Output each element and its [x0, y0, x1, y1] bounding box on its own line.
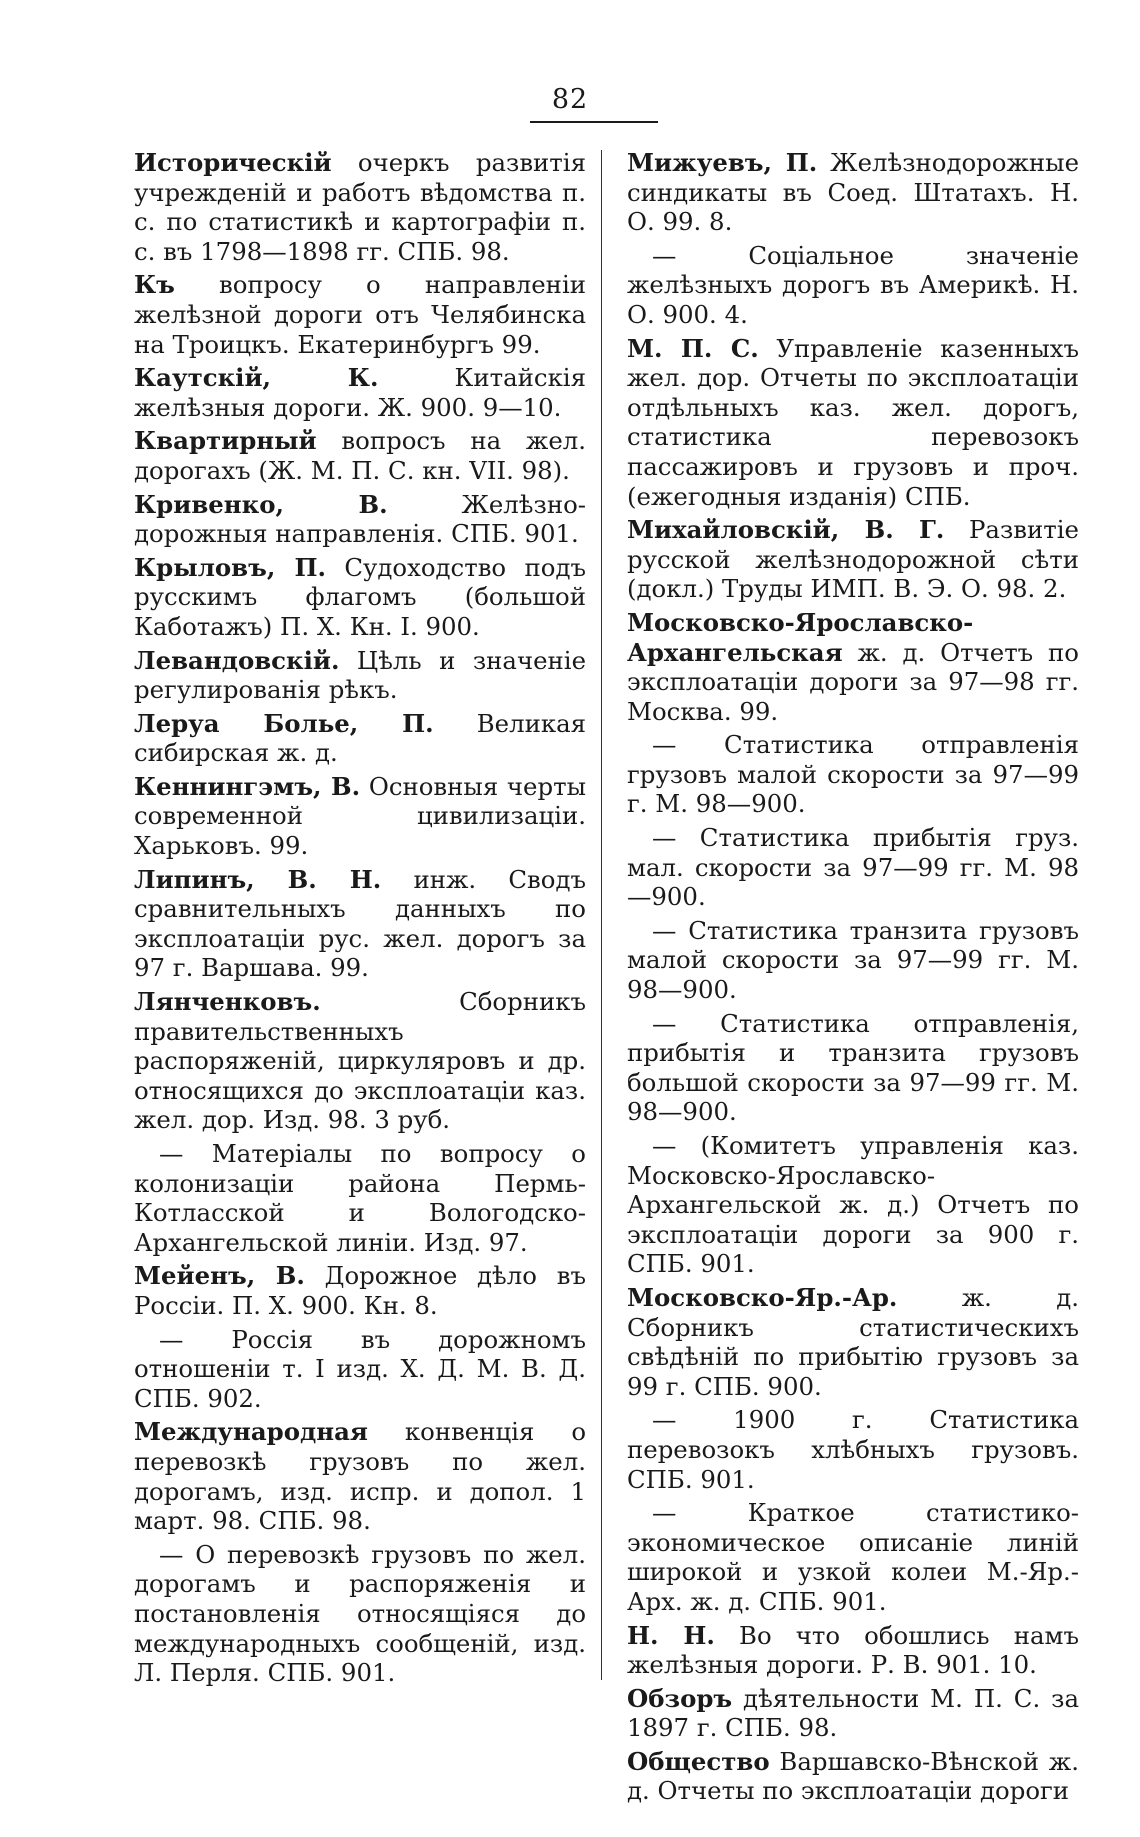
entry-text: — О перевозкѣ грузовъ по жел. дорогамъ и распоряженія и постановленія относящіяся до международныхъ сообщеній, изд. Л. Перля. СПБ. 901.	[134, 1539, 586, 1688]
entry-heading: Кривенко, В.	[134, 489, 388, 519]
bibliography-entry	[627, 515, 1079, 604]
bibliography-entry	[134, 363, 586, 422]
entry-text: Во что обошлись намъ желѣзныя дороги. Р. В. 901. 10.	[627, 1620, 1079, 1680]
entry-heading: Московско-Яр.-Ар.	[627, 1282, 898, 1312]
entry-text: очеркъ развитія учрежденій и работъ вѣдомства п. с. по статистикѣ и картографіи п. с. въ 1798—1898 гг. СПБ. 98.	[134, 148, 586, 266]
bibliography-entry	[134, 646, 586, 705]
entry-text: вопросу о направленіи желѣзной дороги отъ Челябинска на Троицкъ. Екатеринбургъ 99.	[134, 270, 586, 359]
entry-text: — Краткое статистико-экономическое описаніе линій широкой и узкой колеи М.-Яр.-Арх. ж. д. СПБ. 901.	[627, 1498, 1079, 1616]
bibliography-entry	[134, 987, 586, 1135]
entry-text: Дорожное дѣло въ Россіи. П. Х. 900. Кн. 8.	[134, 1261, 586, 1320]
entry-heading: Крыловъ, П.	[134, 552, 326, 582]
bibliography-entry	[627, 1131, 1079, 1279]
bibliography-entry	[134, 1417, 586, 1535]
entry-text: Судоходство подъ русскимъ флагомъ (большой Каботажъ) П. Х. Кн. I. 900.	[134, 552, 586, 641]
bibliography-entry	[134, 490, 586, 549]
entry-text: Цѣль и значеніе регулированія рѣкъ.	[134, 645, 586, 705]
entry-text: Развитіе русской желѣзнодорожной сѣти (докл.) Труды ИМП. В. Э. О. 98. 2.	[627, 515, 1079, 604]
entry-text: Желѣзно-дорожныя направленія. СПБ. 901.	[134, 489, 586, 549]
entry-text: Желѣзнодорожные синдикаты въ Соед. Штатахъ. Н. О. 99. 8.	[627, 148, 1079, 237]
entry-text: Варшавско-Вѣнской ж. д. Отчеты по эксплоатаціи дороги	[627, 1746, 1079, 1806]
entry-heading: Леруа Болье, П.	[134, 708, 434, 738]
bibliography-entry	[134, 772, 586, 861]
entry-heading: Мейенъ, В.	[134, 1261, 305, 1291]
bibliography-entry	[134, 1325, 586, 1414]
bibliography-entry	[134, 1139, 586, 1257]
entry-text: — 1900 г. Статистика перевозокъ хлѣбныхъ грузовъ. СПБ. 901.	[627, 1405, 1079, 1494]
bibliography-entry	[627, 1009, 1079, 1127]
entry-heading: Н. Н.	[627, 1620, 715, 1650]
entry-heading: Обзоръ	[627, 1683, 733, 1713]
entry-text: Управленіе казенныхъ жел. дор. Отчеты по эксплоатаціи отдѣльныхъ каз. жел. дорогъ, статистика перевозокъ пассажировъ и грузовъ и проч. (ежегодныя изданія) СПБ.	[627, 333, 1080, 511]
entry-heading: М. П. С.	[627, 333, 759, 363]
bibliography-entry	[627, 1283, 1079, 1401]
bibliography-entry	[134, 553, 586, 642]
entry-heading: Липинъ, В. Н.	[134, 864, 382, 894]
entry-heading: Международная	[134, 1417, 368, 1447]
entry-text: — Статистика прибытія груз. мал. скорости за 97—99 гг. М. 98—900.	[627, 823, 1079, 912]
bibliography-entry	[627, 1747, 1079, 1806]
entry-heading: Историческій	[134, 148, 332, 177]
bibliography-entry	[134, 426, 586, 485]
entry-text: — Статистика транзита грузовъ малой скорости за 97—99 гг. М. 98—900.	[627, 915, 1079, 1005]
header-rule	[530, 121, 658, 123]
entry-text: ж. д. Сборникъ статистическихъ свѣдѣній по прибытію грузовъ за 99 г. СПБ. 900.	[627, 1282, 1079, 1401]
entry-heading: Къ	[134, 270, 175, 300]
bibliography-entry	[627, 241, 1079, 330]
bibliography-entry	[134, 865, 586, 983]
bibliography-entry	[627, 1621, 1079, 1680]
entry-text: — Соціальное значеніе желѣзныхъ дорогъ въ Америкѣ. Н. О. 900. 4.	[627, 240, 1079, 329]
column-divider	[601, 150, 602, 1680]
bibliography-entry	[134, 270, 586, 359]
bibliography-entry	[627, 1405, 1079, 1494]
entry-heading: Михайловскій, В. Г.	[627, 515, 945, 545]
bibliography-entry	[627, 1498, 1079, 1616]
entry-text: дѣятельности М. П. С. за 1897 г. СПБ. 98.	[627, 1683, 1079, 1743]
right-column	[627, 148, 1079, 1810]
entry-text: — (Комитетъ управленія каз. Московско-Ярославско-Архангельской ж. д.) Отчетъ по эксплоатаціи дороги за 900 г. СПБ. 901.	[627, 1131, 1079, 1279]
entry-text: Сборникъ правительственныхъ распоряженій, циркуляровъ и др. относящихся до эксплоатаціи каз. жел. дор. Изд. 98. 3 руб.	[134, 987, 586, 1135]
entry-text: Основныя черты современной цивилизаціи. Харьковъ. 99.	[134, 771, 586, 861]
entry-text: — Статистика отправленія, прибытія и транзита грузовъ большой скорости за 97—99 гг. М. 98—900.	[627, 1008, 1079, 1127]
entry-heading: Общество	[627, 1746, 770, 1776]
entry-heading: Московско-Ярославско-Архангельская	[627, 607, 974, 667]
entry-text: — Статистика отправленія грузовъ малой скорости за 97—99 г. М. 98—900.	[627, 730, 1079, 819]
entry-heading: Мижуевъ, П.	[627, 148, 818, 177]
entry-text: инж. Сводъ сравнительныхъ данныхъ по эксплоатаціи рус. жел. дорогъ за 97 г. Варшава. 99.	[134, 864, 587, 983]
page-number: 82	[551, 84, 589, 115]
entry-text: — Россія въ дорожномъ отношеніи т. I изд. Х. Д. М. В. Д. СПБ. 902.	[134, 1324, 586, 1413]
entry-heading: Лянченковъ.	[134, 987, 321, 1017]
entry-text: Великая сибирская ж. д.	[134, 708, 586, 768]
entry-text: конвенція о перевозкѣ грузовъ по жел. дорогамъ, изд. испр. и допол. 1 март. 98. СПБ. 98.	[134, 1417, 586, 1536]
entry-text: вопросъ на жел. дорогахъ (Ж. М. П. С. кн. VII. 98).	[134, 426, 586, 485]
bibliography-entry	[627, 916, 1079, 1005]
entry-heading: Квартирный	[134, 426, 317, 456]
entry-heading: Кеннингэмъ, В.	[134, 771, 361, 801]
entry-text: Китайскія желѣзныя дороги. Ж. 900. 9—10.	[134, 363, 586, 422]
bibliography-entry	[134, 1261, 586, 1320]
entry-text: — Матеріалы по вопросу о колонизаціи района Пермь-Котласской и Вологодско-Архангельской линіи. Изд. 97.	[134, 1139, 586, 1257]
entry-heading: Каутскій, К.	[134, 363, 379, 393]
bibliography-entry	[627, 334, 1079, 512]
bibliography-entry	[134, 148, 586, 266]
entry-heading: Левандовскій.	[134, 645, 340, 675]
bibliography-entry	[627, 608, 1079, 726]
bibliography-entry	[627, 148, 1079, 237]
bibliography-entry	[627, 1684, 1079, 1743]
bibliography-entry	[134, 1540, 586, 1688]
bibliography-entry	[134, 709, 586, 768]
bibliography-entry	[627, 730, 1079, 819]
left-column	[134, 148, 586, 1692]
bibliography-entry	[627, 823, 1079, 912]
entry-text: ж. д. Отчетъ по эксплоатаціи дороги за 97—98 гг. Москва. 99.	[627, 637, 1079, 726]
